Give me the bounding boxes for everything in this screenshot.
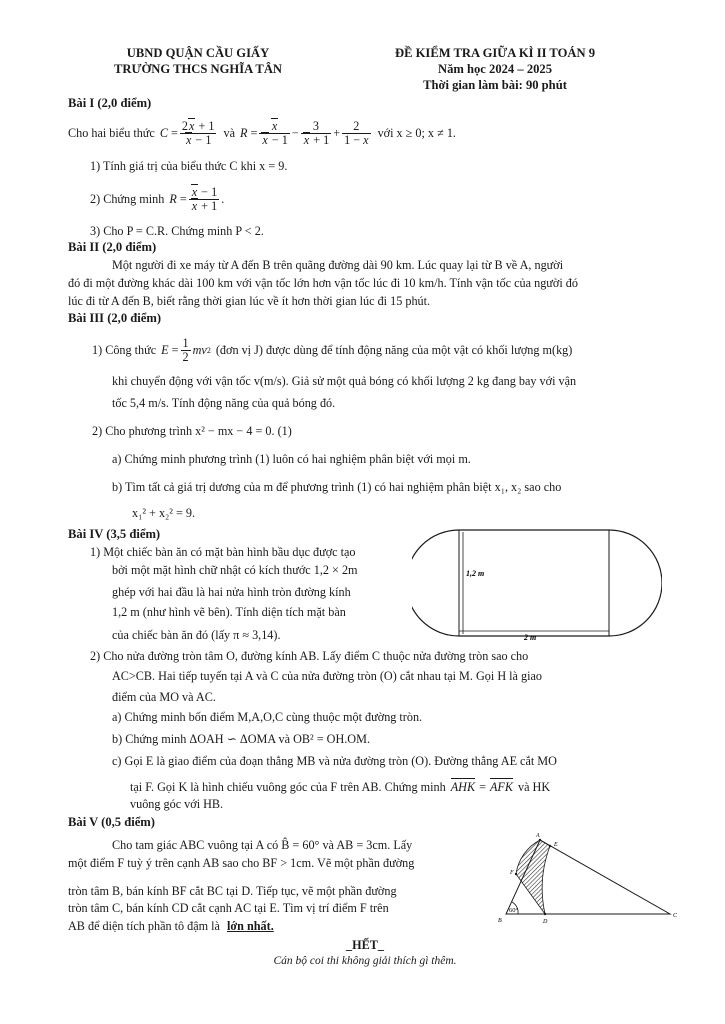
- section-2-line-2: đó đi một đường khác dài 100 km với vận tốc lớn hơn vận tốc lúc đi 10 km/h. Tính vận tốc của người đó: [68, 276, 578, 290]
- label-c: C: [673, 913, 678, 919]
- school-name: TRƯỜNG THCS NGHĨA TÂN: [113, 62, 283, 76]
- q2-prefix: 2) Chứng minh: [90, 191, 165, 206]
- section-5-title: Bài V (0,5 điểm): [68, 815, 155, 829]
- end-marker: _HẾT_: [346, 938, 384, 952]
- table-problem-line-5: của chiếc bàn ăn đó (lấy π ≈ 3,14).: [112, 628, 281, 642]
- question-4-2c-line-3: vuông góc với HB.: [130, 797, 224, 811]
- section-1-title: Bài I (2,0 điểm): [68, 96, 152, 110]
- question-3-2a: a) Chứng minh phương trình (1) luôn có hai nghiệm phân biệt với mọi m.: [112, 452, 471, 466]
- question-3-1: 1) Công thức E = $\frac{1}{2}$ mv 2 (đơn vị J) được dùng để tính động năng của một vật có khối lượng m(kg): [92, 335, 573, 364]
- question-4-2c-line-1: c) Gọi E là giao điểm của đoạn thẳng MB và nửa đường tròn (O). Đường thẳng AE cắt MO: [112, 754, 557, 768]
- table-outline: [412, 530, 662, 636]
- question-1-3: 3) Cho P = C.R. Chứng minh P < 2.: [90, 224, 264, 238]
- proctor-note: Cán bộ coi thi không giải thích gì thêm.: [273, 955, 457, 967]
- point-f: [515, 873, 517, 875]
- label-angle: 60°: [509, 907, 519, 914]
- height-label: 1,2 m: [466, 569, 485, 578]
- question-3-1-line-3: tốc 5,4 m/s. Tính động năng của quả bóng đó.: [112, 396, 336, 410]
- section-5-line-1: Cho tam giác ABC vuông tại A có B̂ = 60° và AB = 3cm. Lấy: [112, 838, 413, 852]
- triangle-figure: [492, 832, 692, 924]
- q31-suffix: (đơn vị J) được dùng để tính động năng của một vật có khối lượng m(kg): [215, 342, 573, 357]
- intro-text: Cho hai biểu thức: [68, 125, 155, 140]
- label-b: B: [498, 918, 502, 924]
- section-5-line-3: tròn tâm B, bán kính BF cắt BC tại D. Tiếp tục, vẽ một phần đường: [68, 884, 397, 898]
- question-4-2c-line-2: tại F. Gọi K là hình chiếu vuông góc của F trên AB. Chứng minh AHK = AFK và HK: [130, 780, 551, 794]
- label-f: F: [510, 870, 514, 876]
- section-4-title: Bài IV (3,5 điểm): [68, 527, 161, 541]
- school-district: UBND QUẬN CẦU GIẤY: [126, 46, 270, 60]
- oval-table-figure: [412, 524, 662, 642]
- section-2-line-1: Một người đi xe máy từ A đến B trên quãng đường dài 90 km. Lúc quay lại từ B về A, người: [112, 258, 564, 272]
- section-2-title: Bài II (2,0 điểm): [68, 240, 157, 254]
- s5-emphasis: lớn nhất.: [227, 919, 274, 933]
- point-d: [544, 913, 546, 915]
- school-year: Năm học 2024 – 2025: [437, 62, 553, 76]
- s5-line5-text: AB để diện tích phần tô đậm là: [68, 919, 220, 933]
- q42c-suffix: và HK: [517, 780, 551, 794]
- section-1-intro: Cho hai biểu thức C = $\frac{2x + 1}{x - 1}$ và R = $\frac{x}{x - 1}$ − $\frac{3}{x + 1}$ + $\frac{2}{1 - x}$ với x ≥ 0; x ≠ 1.: [68, 118, 456, 147]
- q31-prefix: 1) Công thức: [92, 342, 157, 357]
- question-3-2b: b) Tìm tất cả giá trị dương của m để phương trình (1) có hai nghiệm phân biệt x₁, x₂ sao cho: [112, 480, 562, 494]
- question-1-1: 1) Tính giá trị của biểu thức C khi x = 9.: [90, 159, 288, 173]
- point-e: [549, 845, 551, 847]
- table-problem-line-4: 1,2 m (như hình vẽ bên). Tính diện tích mặt bàn: [112, 605, 346, 619]
- exam-duration: Thời gian làm bài: 90 phút: [423, 78, 567, 92]
- question-1-2: 2) Chứng minh R = $\frac{x - 1}{x + 1}$ .: [90, 184, 225, 213]
- section-3-title: Bài III (2,0 điểm): [68, 311, 162, 325]
- angle-ahk: AHK: [450, 780, 476, 794]
- angle-afk: AFK: [489, 780, 513, 794]
- question-3-2: 2) Cho phương trình x² − mx − 4 = 0. (1): [92, 424, 292, 438]
- q42c-text: tại F. Gọi K là hình chiếu vuông góc của F trên AB. Chứng minh: [130, 780, 446, 794]
- semicircle-problem-line-2: AC>CB. Hai tiếp tuyến tại A và C của nửa đường tròn (O) cắt nhau tại M. Gọi H là giao: [112, 669, 542, 683]
- label-e: E: [554, 842, 558, 848]
- question-3-2b-eq: x₁² + x₂² = 9.: [132, 506, 196, 520]
- section-2-line-3: lúc đi từ A đến B, biết rằng thời gian lúc về ít hơn thời gian lúc đi 15 phút.: [68, 294, 431, 308]
- intro-condition: với x ≥ 0; x ≠ 1.: [377, 125, 456, 140]
- label-d: D: [543, 919, 548, 924]
- shaded-region: [516, 840, 550, 914]
- section-5-line-2: một điểm F tuỳ ý trên cạnh AB sao cho BF > 1cm. Vẽ một phần đường: [68, 856, 415, 870]
- label-a: A: [536, 833, 540, 839]
- semicircle-problem-line-3: điểm của MO và AC.: [112, 690, 216, 704]
- fraction-c: $\frac{2x + 1}{x - 1}$: [181, 118, 215, 147]
- table-problem-line-1: 1) Một chiếc bàn ăn có mặt bàn hình bầu dục được tạo: [90, 545, 356, 559]
- semicircle-problem-line-1: 2) Cho nửa đường tròn tâm O, đường kính AB. Lấy điểm C thuộc nửa đường tròn sao cho: [90, 649, 529, 663]
- point-a: [539, 839, 541, 841]
- table-problem-line-2: bởi một mặt hình chữ nhật có kích thước 1,2 × 2m: [112, 563, 358, 577]
- width-label: 2 m: [524, 633, 537, 642]
- question-3-1-line-2: khi chuyển động với vận tốc v(m/s). Giả sử một quả bóng có khối lượng 2 kg đang bay với vận: [112, 374, 577, 388]
- intro-and: và: [223, 125, 235, 140]
- table-problem-line-3: ghép với hai đầu là hai nửa hình tròn đường kính: [112, 585, 351, 599]
- section-5-line-5: [68, 919, 274, 934]
- exam-title: ĐỀ KIỂM TRA GIỮA KÌ II TOÁN 9: [394, 46, 596, 60]
- question-4-2b: b) Chứng minh ΔOAH ∽ ΔOMA và OB² = OH.OM.: [112, 732, 370, 746]
- section-5-line-4: tròn tâm C, bán kính CD cắt cạnh AC tại E. Tìm vị trí điểm F trên: [68, 901, 389, 915]
- question-4-2a: a) Chứng minh bốn điểm M,A,O,C cùng thuộc một đường tròn.: [112, 710, 423, 724]
